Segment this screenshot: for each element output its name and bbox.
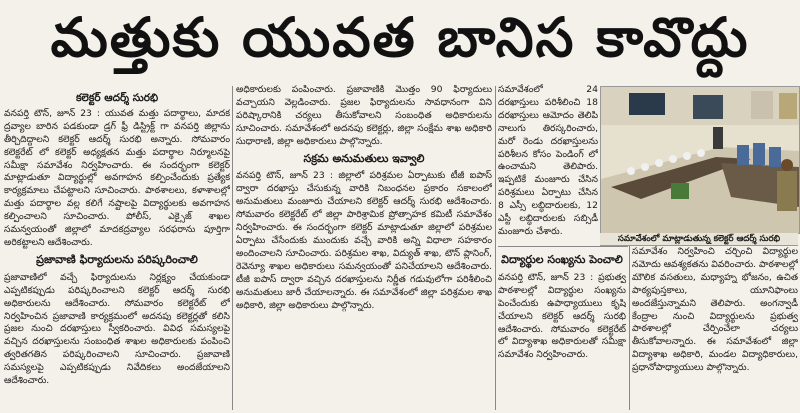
column-divider [232, 86, 233, 410]
article-body-permits: వనపర్తి టౌన్, జూన్ 23 : జిల్లాలో పరిశ్రమల ఏర్పాటుకు టీజీ ఐపాస్ ద్వారా దరఖాస్తు చేసుకున్న వారికి నిబంధనల ప్రకారం సకాలంలో అనుమతులు మంజూరు చేయాలని కలెక్టర్ ఆదర్శ్ సురభి ఆదేశించారు. సోమవారం కలెక్టరేట్ లో జిల్లా పారిశ్రామిక ప్రోత్సాహక కమిటీ సమావేశం నిర్వహించారు. ఈ సందర్భంగా కలెక్టర్ మాట్లాడుతూ జిల్లాలో పరిశ్రమల ఏర్పాటు చేసేందుకు ముందుకు వచ్చే వారికి అన్ని విధాలా సహకారం అందించాలని సూచించారు. పరిశ్రమల శాఖ, విద్యుత్ శాఖ, టౌన్ ప్లానింగ్, రెవెన్యూ శాఖల అధికారులు సమన్వయంతో పనిచేయాలని ఆదేశించారు. టీజీ ఐపాస్ ద్వారా వచ్చిన దరఖాస్తులను నిర్ణీత గడువులోగా పరిశీలించి అనుమతులు జారీ చేయాలన్నారు. ఈ సమావేశంలో జిల్లా పరిశ్రమల శాఖ అధికారి, జిల్లా అధికారులు పాల్గొన్నారు. [236, 170, 492, 311]
article-student-enrollment [498, 250, 626, 410]
article-industry-permits [236, 84, 492, 410]
byline: కలెక్టర్ ఆదర్శ్ సురభి [75, 92, 159, 104]
article-body-stats: సమావేశంలో 24 దరఖాస్తులు పరిశీలించి 18 దరఖాస్తులు ఆమోదం తెలిపి నాలుగు తిరస్కరించారు, మరో రెండు దరఖాస్తులను పరిశీలన కోసం పెండింగ్ లో ఉంచామని తెలిపారు. ఇప్పటికే మంజూరు చేసిన పరిశ్రమలు ఏర్పాటు చేసిన 8 ఎస్సీ లబ్ధిదారులకు, 12 ఎస్టీ లబ్ధిదారులకు సబ్సిడీ మంజూరు చేశారు. [498, 84, 598, 237]
article-collector-drug-free [4, 90, 230, 410]
meeting-photo-illustration [601, 87, 799, 233]
article-body: వనపర్తి టౌన్, జూన్ 23 : యువత మత్తు పదార్థాలు, మాదక ద్రవ్యాల బారిన పడకుండా డ్రగ్ ఫ్రీ డిస్ట్రిక్ట్ గా వనపర్తి జిల్లాను తీర్చిదిద్దాలని కలెక్టర్ ఆదర్శ్ సురభి అన్నారు. సోమవారం కలెక్టరేట్ లో కలెక్టర్ అధ్యక్షతన మత్తు పదార్థాల నిర్మూలనపై సమీక్షా సమావేశం నిర్వహించారు. ఈ సందర్భంగా కలెక్టర్ మాట్లాడుతూ విద్యార్థుల్లో అవగాహన కల్పించేందుకు ప్రత్యేక కార్యక్రమాలు చేపట్టాలని సూచించారు. పాఠశాలలు, కళాశాలల్లో మత్తు పదార్థాల వల్ల కలిగే నష్టాలపై విద్యార్థులకు అవగాహన కల్పించాలని సూచించారు. పోలీస్, ఎక్సైజ్ శాఖల సమన్వయంతో జిల్లాలో మాదకద్రవ్యాల సరఫరాను పూర్తిగా అరికట్టాలని ఆదేశించారు. [4, 107, 230, 248]
column-divider [495, 86, 496, 410]
article-body-continued-2: సమావేశం నిర్వహించి చర్చించి విద్యార్థుల నమోదు ఆవశ్యకతను వివరించారు. పాఠశాలల్లో మౌలిక వసతులు, మధ్యాహ్న భోజనం, ఉచిత పాఠ్యపుస్తకాలు, యూనిఫాంలు అందజేస్తున్నామని తెలిపారు. అంగన్వాడీ కేంద్రాల నుంచి విద్యార్థులను ప్రభుత్వ పాఠశాలల్లో చేర్పించేలా చర్యలు తీసుకోవాలన్నారు. ఈ సమావేశంలో జిల్లా విద్యాశాఖ అధికారి, మండల విద్యాధికారులు, ప్రధానోపాధ్యాయులు పాల్గొన్నారు. [632, 246, 798, 374]
section-divider [498, 246, 628, 247]
article-body-continued: అధికారులకు పంపించారు. ప్రజావాణికి మొత్తం 90 ఫిర్యాదులు వచ్చాయని వెల్లడించారు. ప్రజల ఫిర్యాదులను సావధానంగా విని పరిష్కారానికి చర్యలు తీసుకోవాలని సంబంధిత అధికారులను సూచించారు. సమావేశంలో అదనపు కలెక్టర్లు, జిల్లా సంక్షేమ శాఖ అధికారి సుధారాణి, జిల్లా అధికారులు పాల్గొన్నారు. [236, 84, 492, 147]
article-body-enrollment: వనపర్తి టౌన్, జూన్ 23 : ప్రభుత్వ పాఠశాలల్లో విద్యార్థుల సంఖ్యను పెంచేందుకు ఉపాధ్యాయులు కృషి చేయాలని కలెక్టర్ ఆదర్శ్ సురభి ఆదేశించారు. సోమవారం కలెక్టరేట్ లో విద్యాశాఖ అధికారులతో సమీక్షా సమావేశం నిర్వహించారు. [498, 271, 626, 361]
article-body-prajavani: ప్రజావాణిలో వచ్చే ఫిర్యాదులను నిర్లక్ష్యం చేయకుండా ఎప్పటికప్పుడు పరిష్కరించాలని కలెక్టర్ ఆదర్శ్ సురభి అధికారులను ఆదేశించారు. సోమవారం కలెక్టరేట్ లో నిర్వహించిన ప్రజావాణి కార్యక్రమంలో అదనపు కలెక్టర్లతో కలిసి ప్రజల నుంచి దరఖాస్తులు స్వీకరించారు. వివిధ సమస్యలపై వచ్చిన దరఖాస్తులను సంబంధిత శాఖల అధికారులకు పంపించి త్వరితగతిన పరిష్కరించాలని సూచించారు. ప్రజావాణి సమస్యలపై ఎప్పటికప్పుడు నివేదికలు అందజేయాలని ఆదేశించారు. [4, 271, 230, 387]
subhead-prajavani: ప్రజావాణి ఫిర్యాదులను పరిష్కరించాలి [36, 252, 198, 266]
headline: మత్తుకు యువత బానిస కావొద్దు [50, 5, 750, 69]
article-enrollment-continued [632, 246, 798, 410]
photo-caption: సమావేశంలో మాట్లాడుతున్న కలెక్టర్ ఆదర్శ్ సురభి [600, 233, 798, 246]
subhead-permits: సక్రమ అనుమతులు ఇవ్వాలి [303, 151, 425, 165]
column-divider [629, 246, 630, 410]
article-permit-stats [498, 84, 598, 244]
subhead-enrollment: విద్యార్థుల సంఖ్యను పెంచాలి [501, 253, 623, 266]
meeting-photo [600, 86, 800, 234]
